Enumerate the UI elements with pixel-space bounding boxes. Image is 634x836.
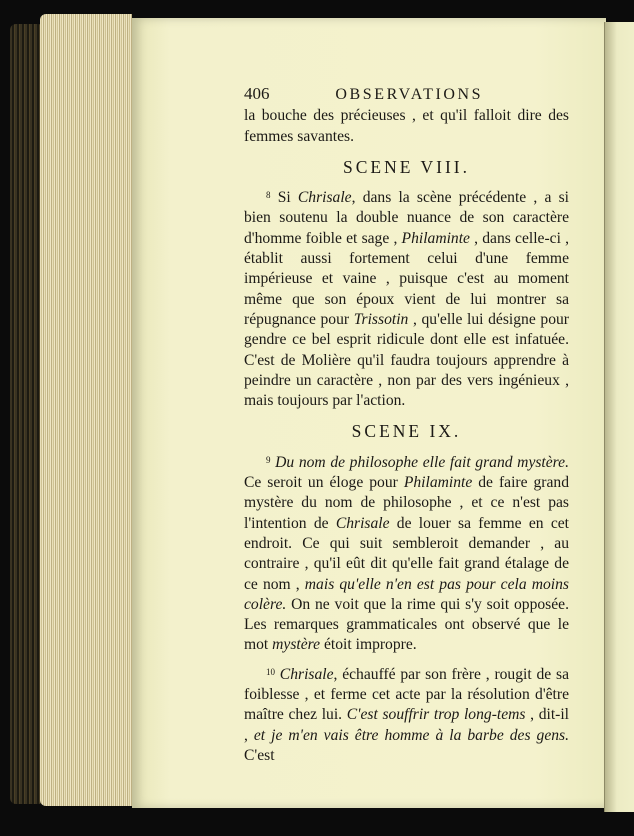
note-number: 10 bbox=[266, 666, 275, 677]
text: de faire grand mystère du nom de philosophe , et ce n'est pas l'intention de bbox=[244, 474, 569, 532]
text: , dans celle-ci , établit aussi fortement celui d'une femme impérieuse et vaine , puisque c'est au moment même que son époux vient de lui montrer sa répugnance pour bbox=[244, 229, 569, 328]
text: étoit impropre. bbox=[320, 636, 417, 654]
italic-text: Trissotin bbox=[353, 310, 409, 328]
text: Si bbox=[277, 189, 298, 207]
running-header bbox=[244, 84, 569, 105]
running-title: OBSERVATIONS bbox=[335, 86, 484, 103]
page-text bbox=[244, 84, 569, 766]
italic-text: Philaminte bbox=[403, 474, 473, 492]
text: , qu'elle lui désigne pour gendre ce bel esprit ridicule dont elle est infatuée. C'est de Molière qu'il faudra toujours apprendre à peindre un caractère , non par des vers ingénieux , mais toujours par l'action. bbox=[244, 310, 569, 410]
facing-page-edge bbox=[604, 22, 634, 812]
text: de louer sa femme en cet endroit. Ce qui suit sembleroit demander , au contraire , qu'il eût dit qu'elle fait grand étalage de ce nom , bbox=[244, 514, 569, 593]
italic-text: mais qu'elle n'en est pas pour cela moins colère. bbox=[244, 575, 569, 613]
text: C'est bbox=[244, 746, 275, 764]
text: , dans la scène précédente , a si bien soutenu la double nuance de son caractère d'homme foible et sage , bbox=[244, 189, 569, 247]
intro-paragraph bbox=[244, 106, 569, 147]
note-number: 9 bbox=[266, 454, 271, 465]
note-number: 8 bbox=[266, 190, 271, 201]
italic-text: et je m'en vais être homme à la barbe des gens. bbox=[253, 726, 570, 744]
italic-text: Chrisale bbox=[297, 189, 352, 207]
scene-ix-heading: SCENE IX. bbox=[351, 421, 462, 442]
italic-text: C'est souffrir trop long-tems bbox=[346, 706, 526, 724]
text: On ne voit que la rime qui s'y soit opposée. Les remarques grammaticales ont observé que le mot bbox=[244, 595, 569, 654]
italic-text: mystère bbox=[272, 636, 321, 654]
note-8-paragraph bbox=[244, 185, 569, 411]
intro-line-1: la bouche des précieuses , et qu'il falloit dire des bbox=[244, 107, 569, 125]
text: Ce seroit un éloge pour bbox=[244, 474, 404, 492]
text: , échauffé par son frère , rougit de sa foiblesse , et ferme cet acte par la résolution d'être maître chez lui. bbox=[244, 665, 569, 724]
italic-text: Chrisale bbox=[335, 514, 390, 532]
note-9-paragraph bbox=[244, 450, 569, 656]
scene-viii-heading: SCENE VIII. bbox=[343, 156, 470, 177]
italic-text: Philaminte bbox=[401, 229, 470, 247]
text: , dit-il , bbox=[244, 706, 570, 744]
book-spine-binding bbox=[10, 24, 44, 804]
page-edges bbox=[40, 14, 132, 806]
note-10-paragraph bbox=[244, 662, 569, 766]
italic-text: Du nom de philosophe elle fait grand mystère. bbox=[275, 453, 569, 471]
intro-line-2: femmes savantes. bbox=[244, 127, 354, 145]
italic-text: Chrisale bbox=[279, 665, 334, 683]
page-number: 406 bbox=[244, 84, 270, 103]
